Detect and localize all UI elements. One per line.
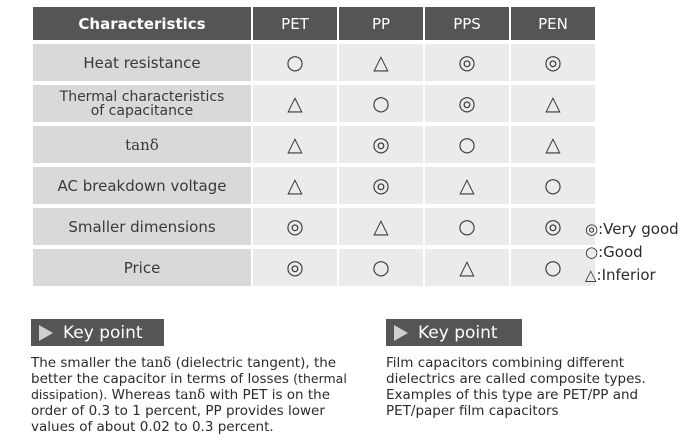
key-point-label: Key point — [63, 322, 143, 343]
rating-symbol: △ — [459, 255, 475, 279]
rating-symbol: △ — [545, 132, 561, 156]
legend-good: ○:Good — [585, 243, 643, 261]
rating-cell — [425, 208, 509, 245]
table-row — [33, 167, 595, 204]
rating-cell — [253, 44, 337, 81]
rating-cell — [253, 249, 337, 286]
rating-symbol: ○ — [286, 50, 304, 74]
rating-cell — [511, 208, 595, 245]
rating-cell — [511, 249, 595, 286]
rating-symbol: ○ — [544, 255, 562, 279]
rating-symbol: △ — [287, 91, 303, 115]
key-point-header-right — [386, 319, 522, 346]
rating-symbol: ◎ — [372, 132, 390, 156]
key-point-text: The smaller the — [31, 355, 137, 371]
rating-cell — [253, 167, 337, 204]
rating-symbol: ◎ — [372, 173, 390, 197]
rating-cell — [511, 44, 595, 81]
rating-symbol: △ — [545, 91, 561, 115]
rating-cell — [339, 85, 423, 122]
rating-cell — [339, 126, 423, 163]
characteristics-header: Characteristics — [33, 7, 251, 40]
row-label-heat-resistance: Heat resistance — [33, 44, 251, 81]
rating-cell — [339, 249, 423, 286]
key-point-text: with PET is on the order of 0.3 to 1 percent, PP provides lower values of about 0.02 to 0.3 percent. — [31, 387, 331, 435]
table-row — [33, 208, 595, 245]
arrow-right-icon — [39, 325, 53, 341]
rating-symbol: △ — [373, 214, 389, 238]
rating-symbol: △ — [287, 132, 303, 156]
tan-delta-term: tanδ — [140, 355, 172, 371]
rating-symbol: ◎ — [458, 50, 476, 74]
column-header-pps: PPS — [425, 7, 509, 40]
rating-cell — [253, 126, 337, 163]
rating-cell — [425, 249, 509, 286]
arrow-right-icon — [394, 325, 408, 341]
key-point-label: Key point — [418, 322, 498, 343]
rating-symbol: ◎ — [458, 91, 476, 115]
rating-symbol: ○ — [372, 255, 390, 279]
rating-cell — [425, 44, 509, 81]
rating-cell — [339, 44, 423, 81]
table-row — [33, 126, 595, 163]
rating-legend — [585, 218, 679, 287]
key-point-text: Whereas — [111, 387, 171, 403]
rating-cell — [339, 208, 423, 245]
row-label-smaller-dimensions: Smaller dimensions — [33, 208, 251, 245]
legend-very-good: ◎:Very good — [585, 220, 679, 238]
row-label-ac-breakdown-voltage: AC breakdown voltage — [33, 167, 251, 204]
rating-symbol: △ — [287, 173, 303, 197]
table-header-row — [33, 7, 595, 40]
table-row — [33, 85, 595, 122]
tan-delta-label: tanδ — [125, 135, 159, 154]
column-header-pen: PEN — [511, 7, 595, 40]
rating-symbol: ○ — [372, 91, 390, 115]
column-header-pet: PET — [253, 7, 337, 40]
table-row — [33, 249, 595, 286]
table-row — [33, 44, 595, 81]
rating-symbol: ○ — [458, 132, 476, 156]
row-label-price: Price — [33, 249, 251, 286]
rating-cell — [511, 85, 595, 122]
key-point-header-left — [31, 319, 164, 346]
rating-symbol: ◎ — [286, 214, 304, 238]
row-label-thermal-characteristics — [33, 85, 251, 122]
legend-inferior: △:Inferior — [585, 266, 656, 284]
rating-symbol: △ — [459, 173, 475, 197]
rating-cell — [425, 85, 509, 122]
rating-symbol: △ — [373, 50, 389, 74]
row-label-tan-delta — [33, 126, 251, 163]
rating-symbol: ○ — [544, 173, 562, 197]
rating-cell — [511, 126, 595, 163]
key-point-text-right: Film capacitors combining different dielectrics are called composite types. Examples of this type are PET/PP and PET/paper film capacitors — [386, 355, 646, 419]
rating-symbol: ◎ — [544, 50, 562, 74]
column-header-pp: PP — [339, 7, 423, 40]
comparison-table — [31, 3, 597, 290]
rating-symbol: ○ — [458, 214, 476, 238]
key-point-text: (dielectric tangent), the better the capacitor in terms of losses — [31, 355, 337, 387]
rating-symbol: ◎ — [544, 214, 562, 238]
row-label-line: Thermal characteristics — [59, 88, 225, 105]
rating-symbol: ◎ — [286, 255, 304, 279]
rating-cell — [425, 167, 509, 204]
rating-cell — [339, 167, 423, 204]
rating-cell — [253, 208, 337, 245]
tan-delta-term: tanδ — [174, 387, 206, 403]
rating-cell — [253, 85, 337, 122]
key-point-text-left — [31, 355, 361, 435]
rating-cell — [425, 126, 509, 163]
rating-cell — [511, 167, 595, 204]
key-point-text-small: (thermal dissipation). — [31, 371, 347, 402]
row-label-line: of capacitance — [90, 102, 194, 119]
